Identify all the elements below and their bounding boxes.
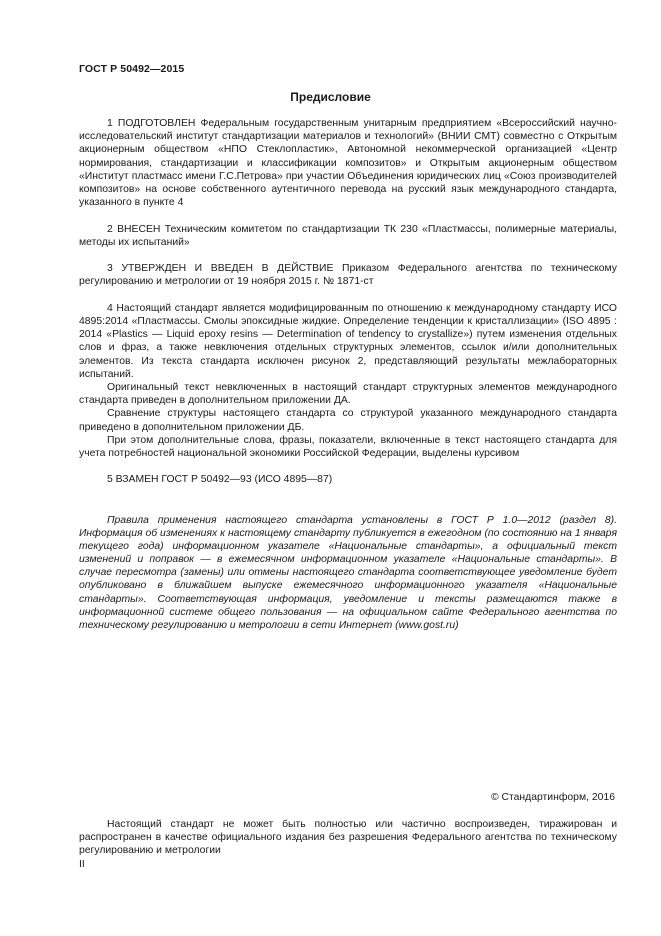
preface-item-4-italic-note: При этом дополнительные слова, фразы, показатели, включенные в текст настоящего стандарта для учета потребностей национальной экономики Российской Федерации, выделены курсивом (79, 434, 617, 460)
preface-item-2: 2 ВНЕСЕН Техническим комитетом по стандартизации ТК 230 «Пластмассы, полимерные материалы, методы их испытаний» (79, 223, 617, 248)
document-code-header: ГОСТ Р 50492—2015 (79, 63, 185, 75)
application-rules-notice: Правила применения настоящего стандарта установлены в ГОСТ Р 1.0—2012 (раздел 8). Информация об изменениях к настоящему стандарту публикуется в ежегодном (по состоянию на 1 января текущего года) информационном указателе «Национальные стандарты», а официальный текст изменений и поправок — в ежемесячном информационном указателе «Национальные стандарты». В случае пересмотра (замены) или отмены настоящего стандарта соответствующее уведомление будет опубликовано в ближайшем выпуске ежемесячного информационного указателя «Национальные стандарты». Соответствующая информация, уведомление и тексты размещаются также в информационной системе общего пользования — на официальном сайте Федерального агентства по техническому регулированию и метрологии в сети Интернет (www.gost.ru) (79, 515, 617, 631)
reproduction-restriction-text: Настоящий стандарт не может быть полностью или частично воспроизведен, тиражирован и распространен в качестве официального издания без разрешения Федерального агентства по техническому регулированию и метрологии (79, 819, 617, 857)
preface-item-1: 1 ПОДГОТОВЛЕН Федеральным государственным унитарным предприятием «Всероссийский научно-исследовательский институт стандартизации материалов и технологий» (ВНИИ СМТ) совместно с Открытым акционерным обществом «НПО Стеклопластик», Автономной некоммерческой организацией «Центр нормирования, стандартизации и классификации композитов» и Открытым акционерным обществом «Институт пластмасс имени Г.С.Петрова» при участии Объединения юридических лиц «Союз производителей композитов» на основе собственного аутентичного перевода на русский язык международного стандарта, указанного в пункте 4 (79, 118, 617, 209)
page-title: Предисловие (290, 90, 371, 104)
preface-item-5: 5 ВЗАМЕН ГОСТ Р 50492—93 (ИСО 4895—87) (107, 474, 333, 486)
preface-item-4-main: 4 Настоящий стандарт является модифицированным по отношению к международному стандарту ИСО 4895:2014 «Пластмассы. Смолы эпоксидные жидкие. Определение тенденции к кристаллизации» (ISO 4895 : 2014 «Plastics — Liquid epoxy resins — Determination of tendency to crystallize») путем изменения отдельных слов и фраз, а также невключения отдельных структурных элементов, ссылок и/или дополнительных элементов. Из текста стандарта исключен рисунок 2, представляющий результаты межлабораторных испытаний. (79, 302, 617, 380)
preface-content (79, 117, 617, 487)
copyright-line: © Стандартинформ, 2016 (490, 792, 615, 803)
preface-item-4-annex-db: Сравнение структуры настоящего стандарта со структурой указанного международного стандарта приведено в дополнительном приложении ДБ. (79, 408, 617, 433)
preface-item-4-annex-da: Оригинальный текст невключенных в настоящий стандарт структурных элементов международного стандарта приведен в дополнительном приложении ДА. (79, 382, 617, 407)
preface-item-3: 3 УТВЕРЖДЕН И ВВЕДЕН В ДЕЙСТВИЕ Приказом Федерального агентства по техническому регулированию и метрологии от 19 ноября 2015 г. № 1871-ст (79, 263, 617, 288)
page-number: II (79, 859, 85, 870)
